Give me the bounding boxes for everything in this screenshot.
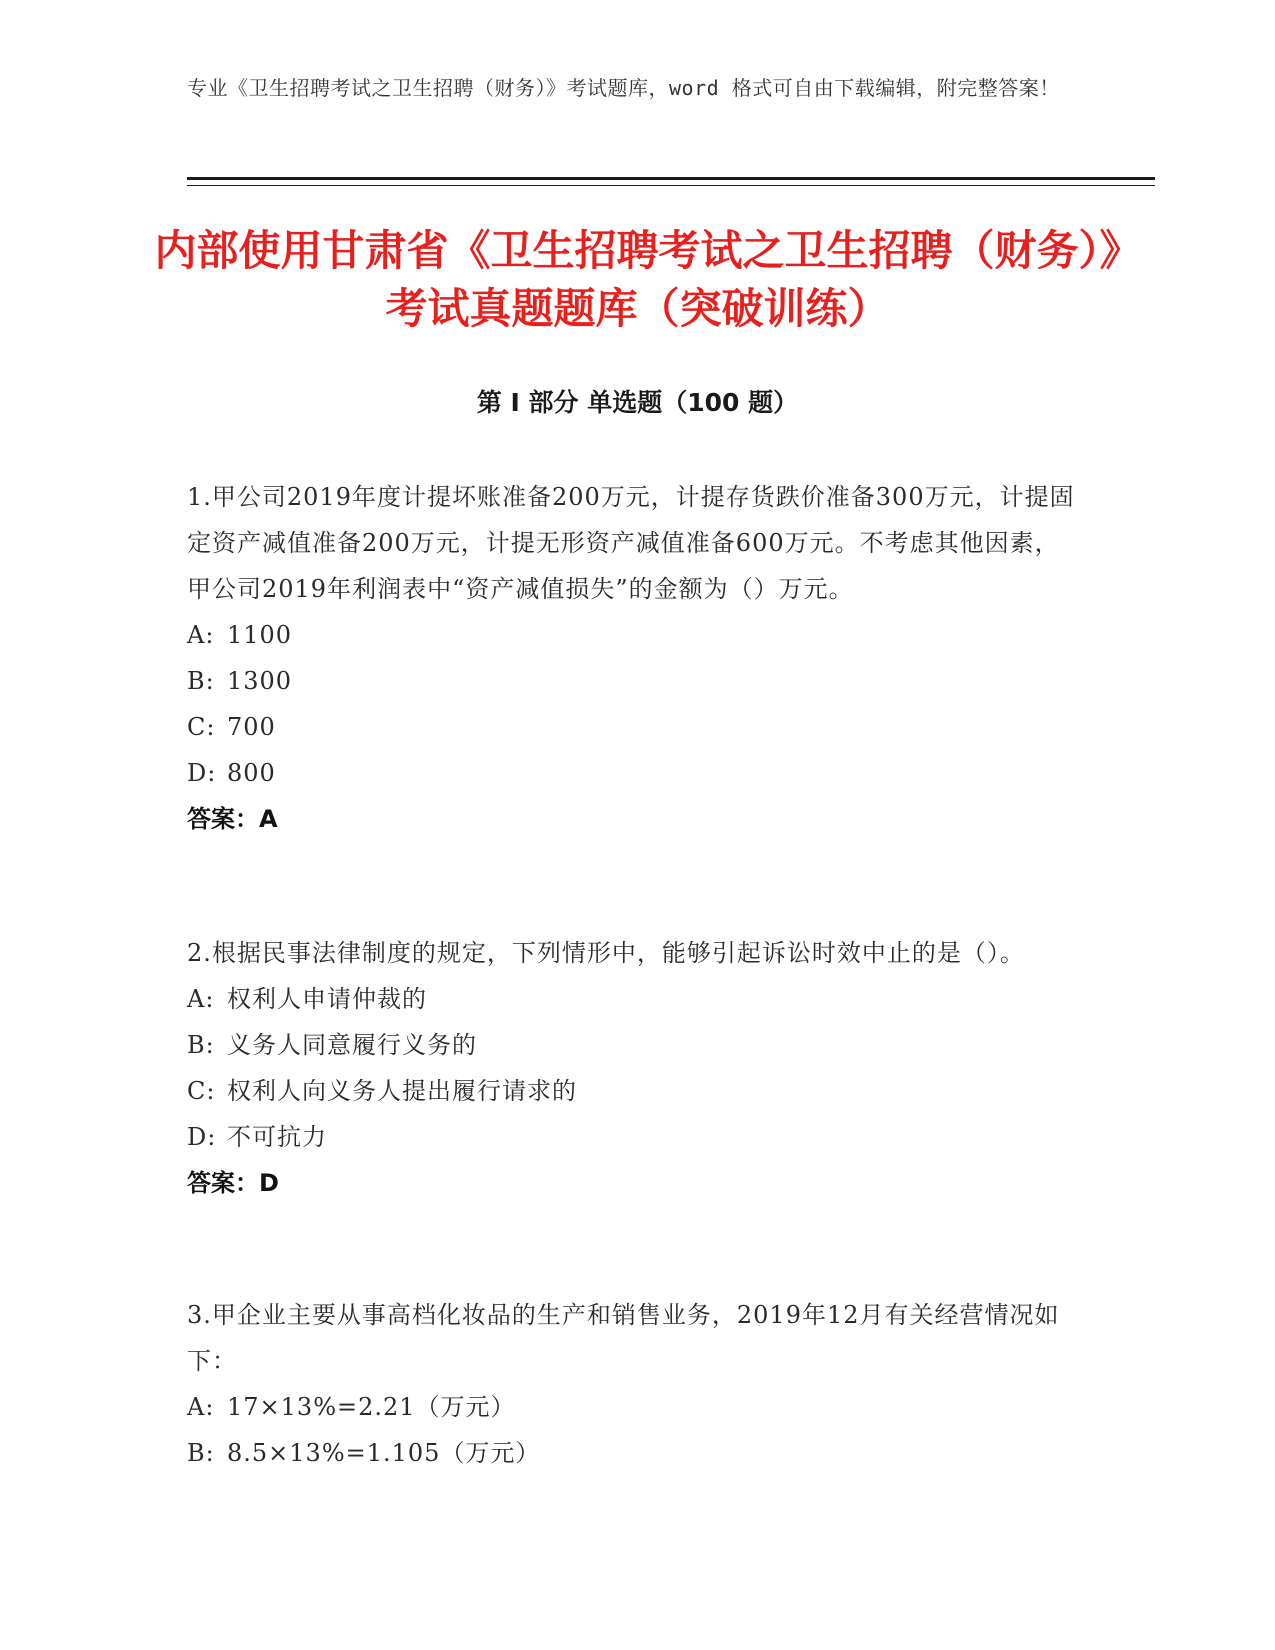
document-title: 内部使用甘肃省《卫生招聘考试之卫生招聘（财务）》考试真题题库（突破训练） [154,226,1121,333]
question-stem: 3.甲企业主要从事高档化妆品的生产和销售业务，2019年12月有关经营情况如下： [187,1301,1060,1375]
option-key: C: [187,713,216,741]
answer: 答案：A [187,805,278,833]
option-text: 8.5×13%=1.105（万元） [227,1439,541,1467]
answer: 答案：D [187,1169,279,1197]
option-text: 800 [227,759,276,787]
option-key: B: [187,1031,215,1059]
option-a [187,1384,1077,1430]
question-stem: 1.甲公司2019年度计提坏账准备200万元，计提存货跌价准备300万元，计提固定资产减值准备200万元，计提无形资产减值准备600万元。不考虑其他因素，甲公司2019年利润表中“资产减值损失”的金额为（）万元。 [187,483,1075,603]
option-d [187,1114,1077,1160]
option-key: D: [187,1123,217,1151]
question-1 [187,474,1077,842]
option-key: C: [187,1077,216,1105]
question-stem: 2.根据民事法律制度的规定，下列情形中，能够引起诉讼时效中止的是（）。 [187,939,1025,967]
option-text: 不可抗力 [227,1123,327,1151]
option-a [187,976,1077,1022]
option-text: 700 [227,713,276,741]
option-key: D: [187,759,217,787]
option-key: A: [187,1393,215,1421]
question-3 [187,1292,1077,1476]
option-d [187,750,1077,796]
header-rule-thin [187,185,1155,186]
option-a [187,612,1077,658]
option-b [187,1430,1077,1476]
option-b [187,1022,1077,1068]
header-note: 专业《卫生招聘考试之卫生招聘（财务）》考试题库，word 格式可自由下载编辑，附完整答案！ [187,76,1060,100]
question-2 [187,930,1077,1206]
option-c [187,704,1077,750]
option-text: 1100 [227,621,293,649]
header-rule-thick [187,177,1155,180]
option-c [187,1068,1077,1114]
option-text: 权利人向义务人提出履行请求的 [227,1077,577,1105]
option-text: 权利人申请仲裁的 [227,985,427,1013]
option-text: 义务人同意履行义务的 [227,1031,477,1059]
section-heading: 第 I 部分 单选题（100 题） [476,388,799,417]
option-key: A: [187,621,215,649]
option-text: 17×13%=2.21（万元） [227,1393,516,1421]
option-b [187,658,1077,704]
option-key: B: [187,667,215,695]
option-key: A: [187,985,215,1013]
option-key: B: [187,1439,215,1467]
option-text: 1300 [227,667,293,695]
